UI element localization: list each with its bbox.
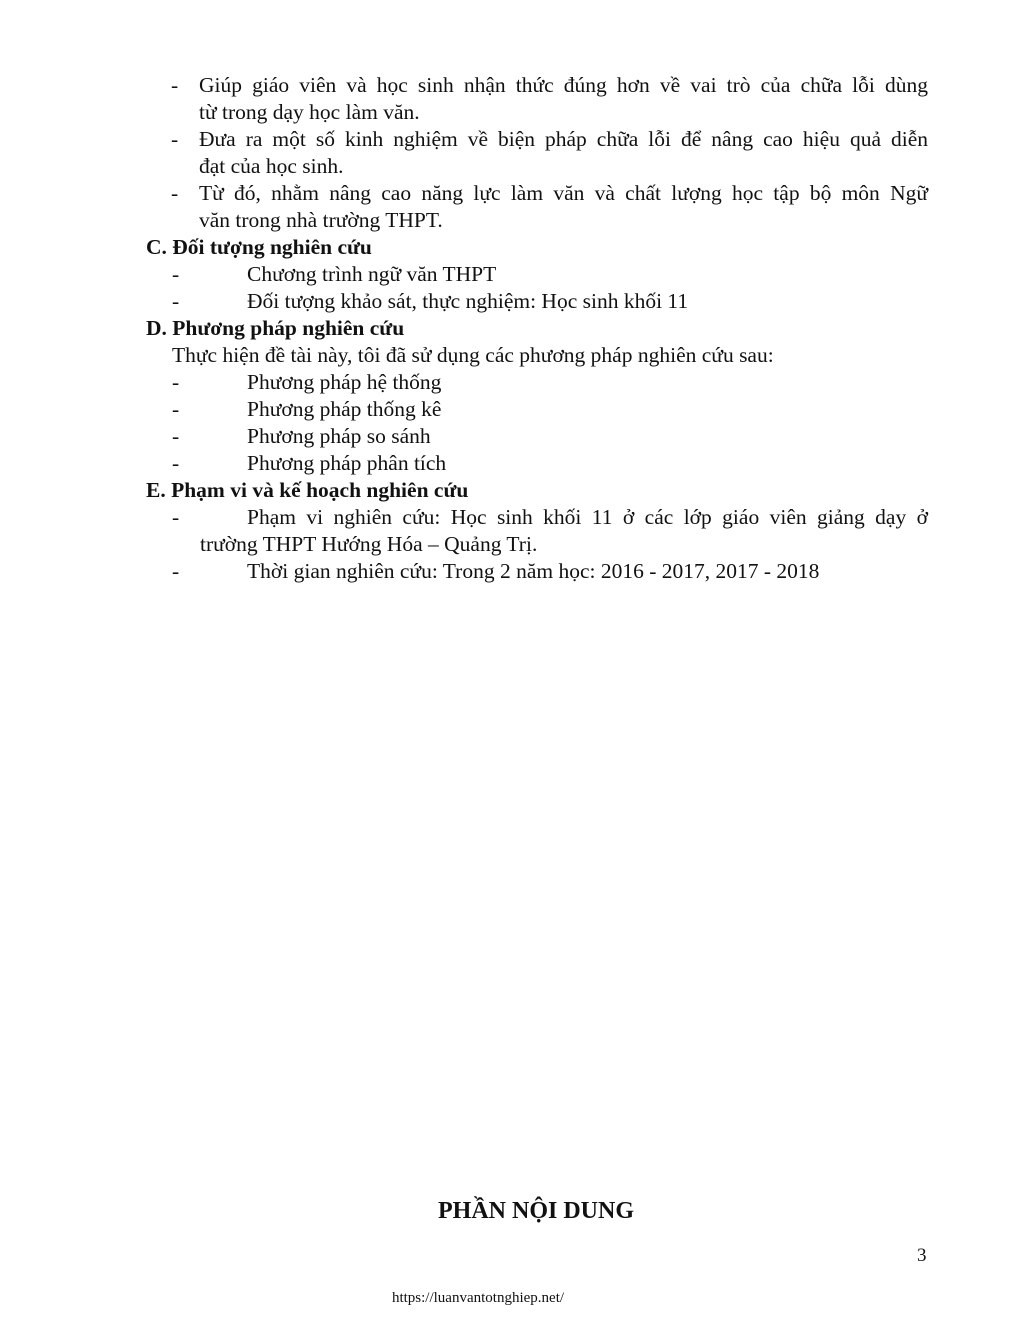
section-d-heading: D. Phương pháp nghiên cứu	[146, 316, 405, 340]
document-body	[146, 72, 928, 585]
bullet-dash: -	[171, 181, 179, 205]
bullet-dash: -	[172, 451, 180, 475]
section-d-intro: Thực hiện đề tài này, tôi đã sử dụng các phương pháp nghiên cứu sau:	[172, 343, 774, 367]
intro-bullet	[146, 72, 928, 126]
bullet-dash: -	[171, 127, 179, 151]
page-number: 3	[917, 1245, 927, 1266]
list-item-text: Đối tượng khảo sát, thực nghiệm: Học sinh khối 11	[247, 289, 689, 313]
bullet-dash: -	[172, 424, 180, 448]
list-item-text-line2: trường THPT Hướng Hóa – Quảng Trị.	[200, 532, 538, 556]
bullet-text-line2: từ trong dạy học làm văn.	[199, 100, 420, 124]
list-item	[146, 423, 928, 450]
list-item	[146, 396, 928, 423]
bullet-text-line2: đạt của học sinh.	[199, 154, 344, 178]
intro-bullet	[146, 126, 928, 180]
list-item	[146, 288, 928, 315]
bullet-dash: -	[172, 289, 180, 313]
intro-bullet	[146, 180, 928, 234]
list-item	[146, 369, 928, 396]
section-c-heading: C. Đối tượng nghiên cứu	[146, 235, 372, 259]
list-item-text: Chương trình ngữ văn THPT	[247, 262, 497, 286]
list-item-text: Phương pháp so sánh	[247, 424, 431, 448]
bullet-dash: -	[172, 397, 180, 421]
list-item	[146, 558, 928, 585]
list-item	[146, 504, 928, 558]
bullet-text-line1: Đưa ra một số kinh nghiệm về biện pháp chữa lỗi để nâng cao hiệu quả diễn	[199, 127, 928, 151]
bullet-text-line1: Từ đó, nhằm nâng cao năng lực làm văn và chất lượng học tập bộ môn Ngữ	[199, 181, 928, 205]
list-item-text: Phương pháp thống kê	[247, 397, 442, 421]
list-item-text-line1: Phạm vi nghiên cứu: Học sinh khối 11 ở các lớp giáo viên giảng dạy ở	[247, 505, 928, 529]
list-item	[146, 450, 928, 477]
bullet-dash: -	[172, 559, 180, 583]
section-e-heading: E. Phạm vi và kế hoạch nghiên cứu	[146, 478, 469, 502]
list-item-text: Phương pháp hệ thống	[247, 370, 442, 394]
bullet-dash: -	[172, 505, 180, 529]
bullet-dash: -	[172, 262, 180, 286]
section-title: PHẦN NỘI DUNG	[438, 1198, 634, 1224]
list-item-text: Phương pháp phân tích	[247, 451, 447, 475]
list-item-text: Thời gian nghiên cứu: Trong 2 năm học: 2016 - 2017, 2017 - 2018	[247, 559, 820, 583]
list-item	[146, 261, 928, 288]
bullet-dash: -	[171, 73, 179, 97]
bullet-text-line2: văn trong nhà trường THPT.	[199, 208, 443, 232]
footer-url[interactable]: https://luanvantotnghiep.net/	[391, 1290, 565, 1306]
bullet-dash: -	[172, 370, 180, 394]
bullet-text-line1: Giúp giáo viên và học sinh nhận thức đúng hơn về vai trò của chữa lỗi dùng	[199, 73, 928, 97]
